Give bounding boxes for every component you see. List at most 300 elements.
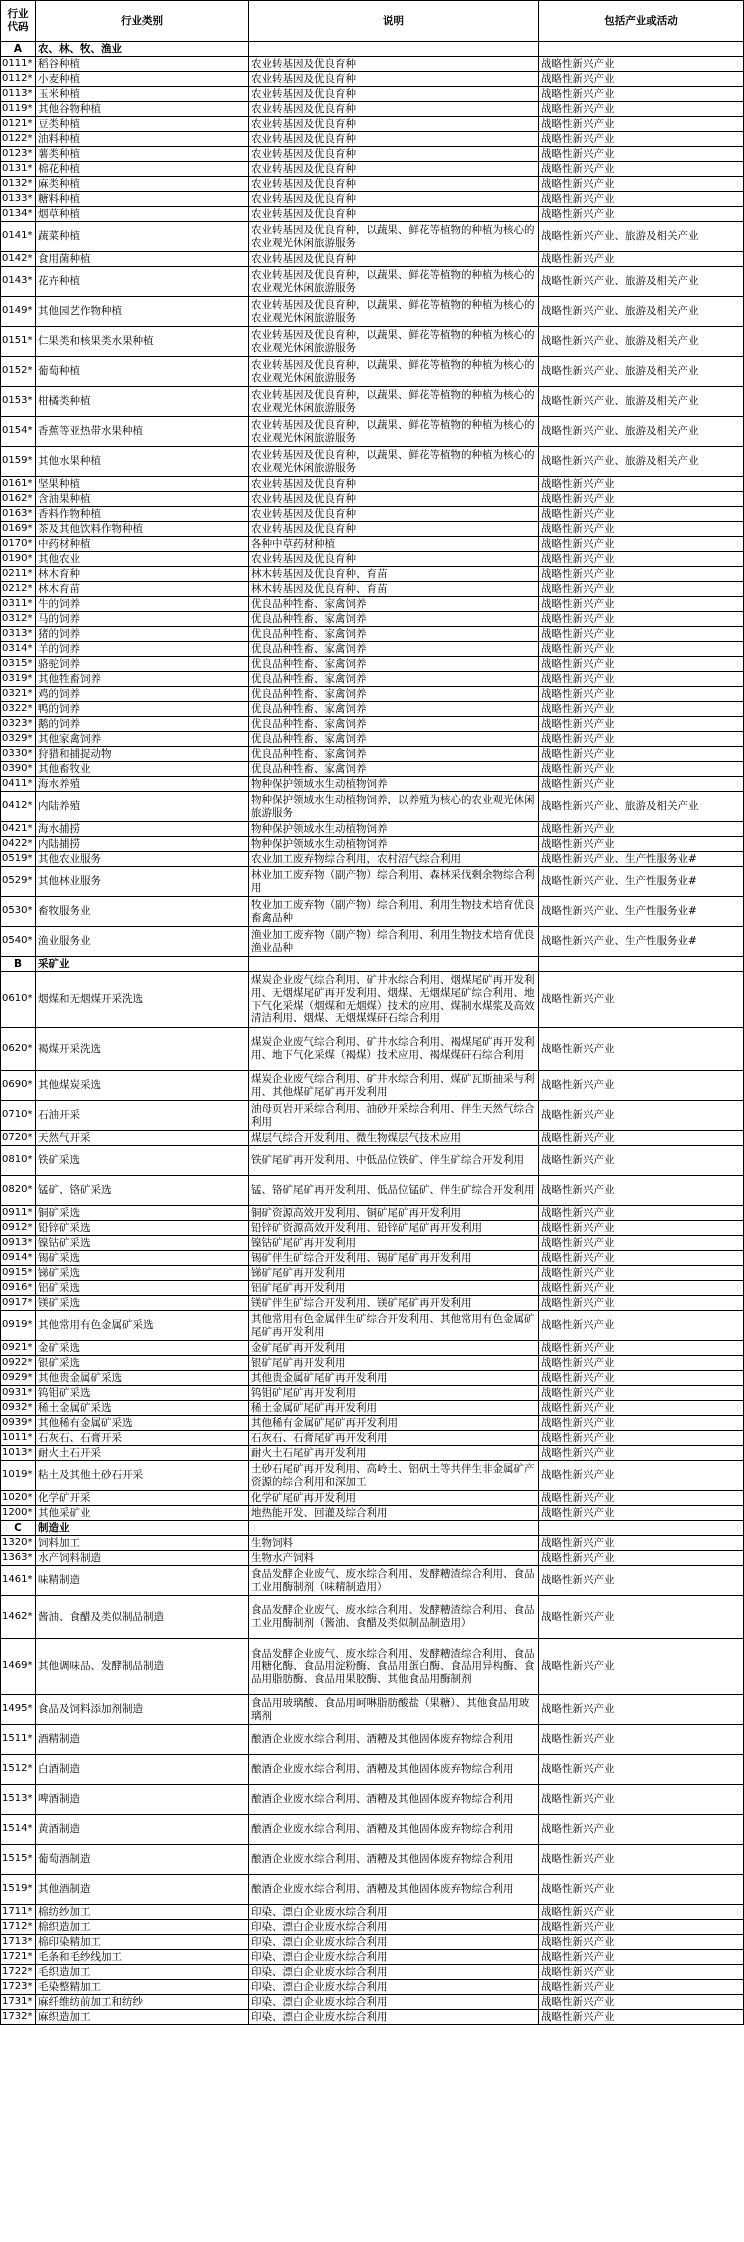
industry-name: 钨钼矿采选 [36, 1386, 249, 1401]
industry-note: 化学矿尾矿再开发利用 [249, 1491, 539, 1506]
industry-activity: 战略性新兴产业 [539, 1266, 744, 1281]
industry-note: 金矿尾矿再开发利用 [249, 1341, 539, 1356]
industry-note: 酿酒企业废水综合利用、酒糟及其他固体废弃物综合利用 [249, 1755, 539, 1785]
table-row [1, 192, 744, 207]
industry-activity: 战略性新兴产业 [539, 162, 744, 177]
industry-activity: 战略性新兴产业、旅游及相关产业 [539, 417, 744, 447]
industry-note: 石灰石、石膏尾矿再开发利用 [249, 1431, 539, 1446]
industry-note: 农业转基因及优良育种 [249, 552, 539, 567]
industry-name: 茶及其他饮料作物种植 [36, 522, 249, 537]
industry-name: 白酒制造 [36, 1755, 249, 1785]
table-row [1, 627, 744, 642]
industry-code: 1511* [1, 1725, 36, 1755]
table-row [1, 72, 744, 87]
table-row [1, 1131, 744, 1146]
table-row [1, 837, 744, 852]
table-row [1, 1695, 744, 1725]
industry-note: 印染、漂白企业废水综合利用 [249, 2010, 539, 2025]
industry-code: 0149* [1, 297, 36, 327]
industry-note: 优良品种牲畜、家禽饲养 [249, 702, 539, 717]
industry-code: 1519* [1, 1875, 36, 1905]
industry-code: 0162* [1, 492, 36, 507]
industry-name: 骆驼饲养 [36, 657, 249, 672]
industry-note: 酿酒企业废水综合利用、酒糟及其他固体废弃物综合利用 [249, 1815, 539, 1845]
industry-code: 0314* [1, 642, 36, 657]
industry-name: 粘土及其他土砂石开采 [36, 1461, 249, 1491]
industry-note: 农业转基因及优良育种，以蔬果、鲜花等植物的种植为核心的农业观光休闲旅游服务 [249, 327, 539, 357]
industry-code: 0915* [1, 1266, 36, 1281]
table-row [1, 1950, 744, 1965]
industry-code: 0113* [1, 87, 36, 102]
industry-note: 农业转基因及优良育种，以蔬果、鲜花等植物的种植为核心的农业观光休闲旅游服务 [249, 222, 539, 252]
table-row [1, 147, 744, 162]
industry-activity: 战略性新兴产业 [539, 747, 744, 762]
industry-code: 0519* [1, 852, 36, 867]
table-row [1, 1386, 744, 1401]
industry-note: 土砂石尾矿再开发利用、高岭土、铝矾土等共伴生非金属矿产资源的综合利用和深加工 [249, 1461, 539, 1491]
industry-note: 农业转基因及优良育种 [249, 102, 539, 117]
industry-code: 0929* [1, 1371, 36, 1386]
industry-name: 毛染整精加工 [36, 1980, 249, 1995]
table-row [1, 117, 744, 132]
industry-activity: 战略性新兴产业 [539, 582, 744, 597]
industry-note: 锑矿尾矿再开发利用 [249, 1266, 539, 1281]
industry-code: 1713* [1, 1935, 36, 1950]
table-row [1, 1296, 744, 1311]
industry-note: 印染、漂白企业废水综合利用 [249, 1980, 539, 1995]
industry-name: 马的饲养 [36, 612, 249, 627]
table-row [1, 582, 744, 597]
industry-note: 镍钴矿尾矿再开发利用 [249, 1236, 539, 1251]
table-row [1, 702, 744, 717]
industry-code: 1495* [1, 1695, 36, 1725]
industry-note: 煤炭企业废气综合利用、矿井水综合利用、煤矿瓦斯抽采与利用、其他煤矿尾矿再开发利用 [249, 1071, 539, 1101]
industry-note: 生物水产饲料 [249, 1551, 539, 1566]
sector-letter: A [1, 42, 36, 57]
industry-activity: 战略性新兴产业 [539, 1950, 744, 1965]
industry-code: 0154* [1, 417, 36, 447]
industry-name: 糖料种植 [36, 192, 249, 207]
table-row [1, 102, 744, 117]
industry-name: 葡萄种植 [36, 357, 249, 387]
industry-name: 小麦种植 [36, 72, 249, 87]
industry-code: 1512* [1, 1755, 36, 1785]
industry-name: 锡矿采选 [36, 1251, 249, 1266]
industry-name: 豆类种植 [36, 117, 249, 132]
table-row [1, 522, 744, 537]
industry-note: 煤层气综合开发利用、微生物煤层气技术应用 [249, 1131, 539, 1146]
industry-activity: 战略性新兴产业 [539, 1536, 744, 1551]
industry-activity: 战略性新兴产业 [539, 1236, 744, 1251]
industry-activity: 战略性新兴产业 [539, 642, 744, 657]
industry-name: 食用菌种植 [36, 252, 249, 267]
industry-note: 铜矿资源高效开发利用、铜矿尾矿再开发利用 [249, 1206, 539, 1221]
industry-name: 饲料加工 [36, 1536, 249, 1551]
industry-note: 农业转基因及优良育种 [249, 207, 539, 222]
industry-name: 棉印染精加工 [36, 1935, 249, 1950]
industry-code: 1515* [1, 1845, 36, 1875]
industry-name: 鹅的饲养 [36, 717, 249, 732]
industry-code: 0911* [1, 1206, 36, 1221]
industry-note: 优良品种牲畜、家禽饲养 [249, 717, 539, 732]
industry-note: 酿酒企业废水综合利用、酒糟及其他固体废弃物综合利用 [249, 1875, 539, 1905]
table-row [1, 1995, 744, 2010]
industry-note: 优良品种牲畜、家禽饲养 [249, 687, 539, 702]
industry-name: 花卉种植 [36, 267, 249, 297]
industry-code: 0939* [1, 1416, 36, 1431]
industry-activity: 战略性新兴产业 [539, 657, 744, 672]
table-row [1, 1551, 744, 1566]
industry-activity: 战略性新兴产业 [539, 1596, 744, 1639]
table-row [1, 252, 744, 267]
industry-name: 内陆捕捞 [36, 837, 249, 852]
table-row [1, 447, 744, 477]
industry-name: 林木育苗 [36, 582, 249, 597]
table-row [1, 762, 744, 777]
industry-name: 其他家禽饲养 [36, 732, 249, 747]
industry-note: 农业转基因及优良育种 [249, 162, 539, 177]
industry-name: 麻纤维纺前加工和纺纱 [36, 1995, 249, 2010]
industry-note: 锡矿伴生矿综合开发利用、锡矿尾矿再开发利用 [249, 1251, 539, 1266]
industry-name: 其他牲畜饲养 [36, 672, 249, 687]
industry-code: 1712* [1, 1920, 36, 1935]
industry-note: 林木转基因及优良育种、育苗 [249, 567, 539, 582]
industry-code: 1363* [1, 1551, 36, 1566]
table-row [1, 1101, 744, 1131]
industry-activity: 战略性新兴产业 [539, 132, 744, 147]
industry-activity: 战略性新兴产业 [539, 1341, 744, 1356]
industry-activity: 战略性新兴产业 [539, 1146, 744, 1176]
industry-note: 农业转基因及优良育种 [249, 492, 539, 507]
industry-code: 0530* [1, 897, 36, 927]
table-row [1, 387, 744, 417]
table-row [1, 897, 744, 927]
industry-code: 0153* [1, 387, 36, 417]
sector-empty-activity [539, 42, 744, 57]
table-row [1, 267, 744, 297]
industry-activity: 战略性新兴产业、生产性服务业# [539, 927, 744, 957]
industry-note: 物种保护领域水生动植物饲养 [249, 822, 539, 837]
industry-code: 0170* [1, 537, 36, 552]
industry-name: 油料种植 [36, 132, 249, 147]
industry-activity: 战略性新兴产业 [539, 1028, 744, 1071]
industry-code: 0919* [1, 1311, 36, 1341]
table-row [1, 927, 744, 957]
industry-activity: 战略性新兴产业 [539, 1725, 744, 1755]
industry-note: 农业加工废弃物综合利用，农村沼气综合利用 [249, 852, 539, 867]
industry-name: 中药材种植 [36, 537, 249, 552]
industry-note: 耐火土石尾矿再开发利用 [249, 1446, 539, 1461]
industry-activity: 战略性新兴产业 [539, 1446, 744, 1461]
table-row [1, 1446, 744, 1461]
industry-code: 0152* [1, 357, 36, 387]
industry-note: 印染、漂白企业废水综合利用 [249, 1950, 539, 1965]
table-body [1, 42, 744, 2025]
industry-code: 0913* [1, 1236, 36, 1251]
industry-note: 农业转基因及优良育种 [249, 72, 539, 87]
industry-code: 0169* [1, 522, 36, 537]
industry-name: 化学矿开采 [36, 1491, 249, 1506]
industry-note: 优良品种牲畜、家禽饲养 [249, 762, 539, 777]
table-row [1, 1431, 744, 1446]
industry-name: 其他畜牧业 [36, 762, 249, 777]
industry-code: 1711* [1, 1905, 36, 1920]
industry-name: 畜牧服务业 [36, 897, 249, 927]
industry-name: 其他酒制造 [36, 1875, 249, 1905]
table-row [1, 1416, 744, 1431]
sector-empty-note [249, 957, 539, 972]
industry-name: 棉花种植 [36, 162, 249, 177]
table-row [1, 162, 744, 177]
industry-note: 印染、漂白企业废水综合利用 [249, 1995, 539, 2010]
industry-code: 0111* [1, 57, 36, 72]
industry-name: 葡萄酒制造 [36, 1845, 249, 1875]
industry-note: 煤炭企业废气综合利用、矿井水综合利用、褐煤尾矿再开发利用、地下气化采煤（褐煤）技术应用、褐煤煤矸石综合利用 [249, 1028, 539, 1071]
industry-name: 毛织造加工 [36, 1965, 249, 1980]
industry-note: 优良品种牲畜、家禽饲养 [249, 672, 539, 687]
table-row [1, 1491, 744, 1506]
industry-activity: 战略性新兴产业、旅游及相关产业 [539, 387, 744, 417]
industry-note: 农业转基因及优良育种，以蔬果、鲜花等植物的种植为核心的农业观光休闲旅游服务 [249, 447, 539, 477]
industry-note: 钨钼矿尾矿再开发利用 [249, 1386, 539, 1401]
industry-name: 柑橘类种植 [36, 387, 249, 417]
industry-note: 优良品种牲畜、家禽饲养 [249, 597, 539, 612]
industry-name: 鸡的饲养 [36, 687, 249, 702]
table-row [1, 672, 744, 687]
industry-name: 其他稀有金属矿采选 [36, 1416, 249, 1431]
industry-note: 农业转基因及优良育种 [249, 192, 539, 207]
table-row [1, 1935, 744, 1950]
sector-row [1, 1521, 744, 1536]
table-row [1, 642, 744, 657]
industry-name: 镍钴矿采选 [36, 1236, 249, 1251]
table-row [1, 1371, 744, 1386]
industry-name: 水产饲料制造 [36, 1551, 249, 1566]
industry-note: 酿酒企业废水综合利用、酒糟及其他固体废弃物综合利用 [249, 1725, 539, 1755]
industry-name: 其他农业服务 [36, 852, 249, 867]
industry-name: 黄酒制造 [36, 1815, 249, 1845]
table-row [1, 852, 744, 867]
industry-code: 1011* [1, 1431, 36, 1446]
industry-note: 食品用玻璃酸、食品用呵啉脂肪酸盐（果糖）、其他食品用玻璃剂 [249, 1695, 539, 1725]
industry-note: 酿酒企业废水综合利用、酒糟及其他固体废弃物综合利用 [249, 1785, 539, 1815]
industry-note: 各种中草药材种植 [249, 537, 539, 552]
industry-activity: 战略性新兴产业 [539, 1920, 744, 1935]
industry-note: 铅锌矿资源高效开发利用、铅锌矿尾矿再开发利用 [249, 1221, 539, 1236]
industry-activity: 战略性新兴产业 [539, 762, 744, 777]
industry-activity: 战略性新兴产业 [539, 87, 744, 102]
industry-name: 酒精制造 [36, 1725, 249, 1755]
industry-code: 1462* [1, 1596, 36, 1639]
industry-code: 1320* [1, 1536, 36, 1551]
industry-code: 0321* [1, 687, 36, 702]
table-row [1, 507, 744, 522]
industry-name: 金矿采选 [36, 1341, 249, 1356]
industry-activity: 战略性新兴产业 [539, 252, 744, 267]
industry-code: 0322* [1, 702, 36, 717]
industry-code: 0123* [1, 147, 36, 162]
industry-activity: 战略性新兴产业 [539, 1251, 744, 1266]
table-row [1, 1401, 744, 1416]
industry-code: 0540* [1, 927, 36, 957]
table-row [1, 747, 744, 762]
industry-code: 0163* [1, 507, 36, 522]
industry-code: 0529* [1, 867, 36, 897]
industry-name: 牛的饲养 [36, 597, 249, 612]
table-row [1, 177, 744, 192]
industry-note: 优良品种牲畜、家禽饲养 [249, 642, 539, 657]
industry-name: 稻谷种植 [36, 57, 249, 72]
industry-name: 烟煤和无烟煤开采洗选 [36, 972, 249, 1028]
table-row [1, 732, 744, 747]
industry-name: 铅锌矿采选 [36, 1221, 249, 1236]
industry-name: 食品及饲料添加剂制造 [36, 1695, 249, 1725]
table-row [1, 1785, 744, 1815]
industry-note: 农业转基因及优良育种 [249, 117, 539, 132]
table-row [1, 1341, 744, 1356]
industry-note: 优良品种牲畜、家禽饲养 [249, 612, 539, 627]
industry-name: 麻类种植 [36, 177, 249, 192]
industry-code: 0315* [1, 657, 36, 672]
industry-note: 农业转基因及优良育种 [249, 132, 539, 147]
sector-empty-note [249, 1521, 539, 1536]
industry-activity: 战略性新兴产业 [539, 1386, 744, 1401]
industry-name: 石灰石、石膏开采 [36, 1431, 249, 1446]
industry-name: 铝矿采选 [36, 1281, 249, 1296]
industry-note: 印染、漂白企业废水综合利用 [249, 1965, 539, 1980]
industry-activity: 战略性新兴产业 [539, 672, 744, 687]
industry-activity: 战略性新兴产业 [539, 522, 744, 537]
industry-activity: 战略性新兴产业 [539, 597, 744, 612]
table-row [1, 222, 744, 252]
sector-name: 采矿业 [36, 957, 249, 972]
table-row [1, 867, 744, 897]
industry-note: 食品发酵企业废气、废水综合利用、发酵糟渣综合利用、食品工业用酶制剂（酱油、食醋及类似制品制造用） [249, 1596, 539, 1639]
table-row [1, 1980, 744, 1995]
table-row [1, 327, 744, 357]
industry-name: 其他谷物种植 [36, 102, 249, 117]
industry-note: 农业转基因及优良育种 [249, 252, 539, 267]
industry-code: 1200* [1, 1506, 36, 1521]
table-row [1, 1506, 744, 1521]
industry-code: 0390* [1, 762, 36, 777]
table-row [1, 822, 744, 837]
table-row [1, 1251, 744, 1266]
industry-name: 银矿采选 [36, 1356, 249, 1371]
industry-activity: 战略性新兴产业 [539, 1296, 744, 1311]
industry-code: 0313* [1, 627, 36, 642]
industry-note: 物种保护领域水生动植物饲养，以养殖为核心的农业观光休闲旅游服务 [249, 792, 539, 822]
table-row [1, 1920, 744, 1935]
industry-note: 铁矿尾矿再开发利用、中低品位铁矿、伴生矿综合开发利用 [249, 1146, 539, 1176]
table-row [1, 1639, 744, 1695]
sector-empty-activity [539, 957, 744, 972]
industry-activity: 战略性新兴产业 [539, 627, 744, 642]
industry-name: 海水捕捞 [36, 822, 249, 837]
industry-code: 0917* [1, 1296, 36, 1311]
table-row [1, 687, 744, 702]
industry-code: 1013* [1, 1446, 36, 1461]
industry-code: 0151* [1, 327, 36, 357]
table-row [1, 1146, 744, 1176]
industry-activity: 战略性新兴产业、旅游及相关产业 [539, 792, 744, 822]
industry-name: 猪的饲养 [36, 627, 249, 642]
industry-name: 锰矿、铬矿采选 [36, 1176, 249, 1206]
table-row [1, 1236, 744, 1251]
industry-activity: 战略性新兴产业、生产性服务业# [539, 852, 744, 867]
industry-name: 其他煤炭采选 [36, 1071, 249, 1101]
industry-name: 味精制造 [36, 1566, 249, 1596]
table-row [1, 1281, 744, 1296]
industry-note: 物种保护领域水生动植物饲养 [249, 837, 539, 852]
industry-name: 香料作物种植 [36, 507, 249, 522]
industry-name: 薯类种植 [36, 147, 249, 162]
industry-note: 印染、漂白企业废水综合利用 [249, 1920, 539, 1935]
industry-note: 农业转基因及优良育种，以蔬果、鲜花等植物的种植为核心的农业观光休闲旅游服务 [249, 387, 539, 417]
industry-activity: 战略性新兴产业 [539, 57, 744, 72]
industry-note: 林木转基因及优良育种、育苗 [249, 582, 539, 597]
industry-activity: 战略性新兴产业 [539, 1995, 744, 2010]
table-row [1, 552, 744, 567]
industry-name: 羊的饲养 [36, 642, 249, 657]
industry-code: 0931* [1, 1386, 36, 1401]
industry-code: 0122* [1, 132, 36, 147]
industry-activity: 战略性新兴产业、旅游及相关产业 [539, 297, 744, 327]
industry-code: 0922* [1, 1356, 36, 1371]
industry-activity: 战略性新兴产业 [539, 1980, 744, 1995]
industry-code: 0133* [1, 192, 36, 207]
industry-code: 0211* [1, 567, 36, 582]
table-row [1, 1071, 744, 1101]
industry-activity: 战略性新兴产业 [539, 1506, 744, 1521]
industry-activity: 战略性新兴产业 [539, 1815, 744, 1845]
industry-activity: 战略性新兴产业 [539, 1755, 744, 1785]
table-row [1, 1221, 744, 1236]
industry-note: 农业转基因及优良育种 [249, 87, 539, 102]
industry-code: 1019* [1, 1461, 36, 1491]
industry-code: 0312* [1, 612, 36, 627]
industry-code: 0132* [1, 177, 36, 192]
industry-activity: 战略性新兴产业 [539, 1101, 744, 1131]
industry-activity: 战略性新兴产业 [539, 1935, 744, 1950]
industry-name: 狩猎和捕捉动物 [36, 747, 249, 762]
industry-activity: 战略性新兴产业 [539, 507, 744, 522]
table-row [1, 972, 744, 1028]
industry-name: 其他农业 [36, 552, 249, 567]
industry-activity: 战略性新兴产业 [539, 102, 744, 117]
industry-note: 农业转基因及优良育种，以蔬果、鲜花等植物的种植为核心的农业观光休闲旅游服务 [249, 297, 539, 327]
table-row [1, 1311, 744, 1341]
industry-name: 含油果种植 [36, 492, 249, 507]
sector-name: 农、林、牧、渔业 [36, 42, 249, 57]
industry-name: 内陆养殖 [36, 792, 249, 822]
industry-activity: 战略性新兴产业 [539, 177, 744, 192]
industry-activity: 战略性新兴产业 [539, 1785, 744, 1815]
industry-note: 印染、漂白企业废水综合利用 [249, 1905, 539, 1920]
industry-activity: 战略性新兴产业 [539, 552, 744, 567]
industry-note: 农业转基因及优良育种 [249, 57, 539, 72]
sector-row [1, 42, 744, 57]
industry-activity: 战略性新兴产业 [539, 972, 744, 1028]
table-row [1, 477, 744, 492]
industry-note: 其他稀有金属矿尾矿再开发利用 [249, 1416, 539, 1431]
industry-activity: 战略性新兴产业 [539, 1695, 744, 1725]
table-row [1, 1206, 744, 1221]
table-row [1, 297, 744, 327]
sector-letter: C [1, 1521, 36, 1536]
table-row [1, 1536, 744, 1551]
table-row [1, 597, 744, 612]
